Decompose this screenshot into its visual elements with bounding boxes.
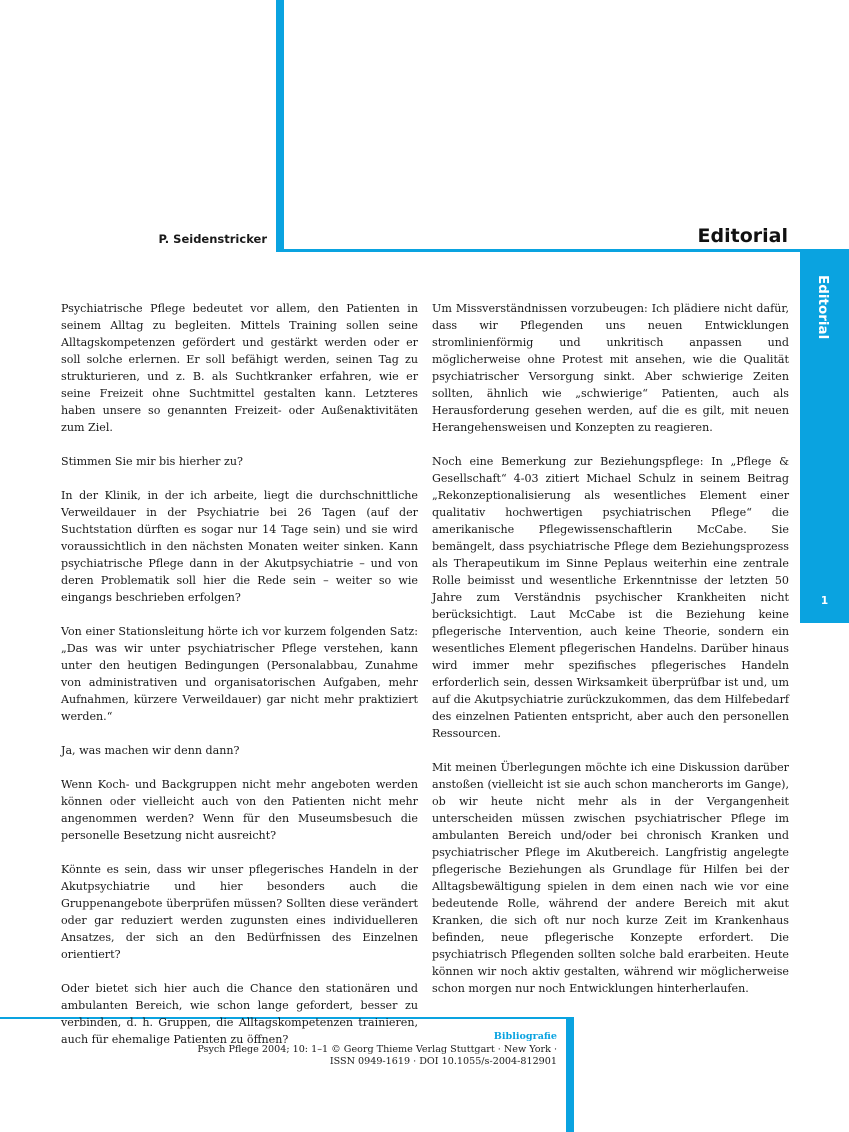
left-column: [61, 300, 418, 1065]
paragraph: Könnte es sein, dass wir unser pflegerisches Handeln in der Akutpsychiatrie und hier besonders auch die Gruppenangebote überprüfen müssen? Sollten diese verändert oder gar reduziert werden zugunsten eines individuelleren Ansatzes, der sich an den Bedürfnissen des Einzelnen orientiert?: [61, 863, 418, 961]
side-tab-label: Editorial: [815, 275, 831, 340]
page-title: Editorial: [697, 225, 788, 247]
paragraph: Psychiatrische Pflege bedeutet vor allem, den Patienten in seinem Alltag zu begleiten. Mittels Training sollen seine Alltagskompetenzen gefördert und gestärkt werden oder er soll solche erlernen. Er soll befähigt werden, seinen Tag zu strukturieren, und z. B. als Suchtkranker erfahren, wie er seine Freizeit ohne Suchtmittel gestalten kann. Letzteres haben unsere so genannten Freizeit- oder Außenaktivitäten zum Ziel.: [61, 302, 418, 434]
paragraph: Oder bietet sich hier auch die Chance den stationären und ambulanten Bereich, wie schon lange gefordert, besser zu verbinden, d. h. Gruppen, die Alltagskompetenzen trainieren, auch für ehemalige Patienten zu öffnen?: [61, 982, 418, 1046]
paragraph: In der Klinik, in der ich arbeite, liegt die durchschnittliche Verweildauer in der Psychiatrie bei 26 Tagen (auf der Suchtstation dürften es sogar nur 14 Tage sein) und sie wird voraussichtlich in den nächsten Monaten weiter sinken. Kann psychiatrische Pflege dann in der Akutpsychiatrie – und von deren Problematik soll hier die Rede sein – weiter so wie eingangs beschrieben erfolgen?: [61, 489, 418, 604]
paragraph: Noch eine Bemerkung zur Beziehungspflege: In „Pflege & Gesellschaft“ 4-03 zitiert Michael Schulz in seinem Beitrag „Rekonzeptionalisierung als wesentliches Element einer qualitativ hochwertigen psychiatrischen Pflege“ die amerikanische Pflegewissenschaftlerin McCabe. Sie bemängelt, dass psychiatrische Pflege dem Beziehungsprozess als Therapeutikum im Sinne Peplaus weiterhin eine zentrale Rolle beimisst und wesentliche Erkenntnisse der letzten 50 Jahre zum Verständnis psychischer Krankheiten nicht berücksichtigt. Laut McCabe ist die Beziehung keine pflegerische Intervention, auch keine Theorie, sondern ein wesentliches Element pflegerischen Handelns. Darüber hinaus wird immer mehr spezifisches pflegerisches Handeln erforderlich sein, dessen Wirksamkeit überprüfbar ist und, um auf die Akutpsychiatrie zurückzukommen, das dem Hilfebedarf des einzelnen Patienten entspricht, aber auch den personellen Ressourcen.: [432, 455, 789, 740]
paragraph: Von einer Stationsleitung hörte ich vor kurzem folgenden Satz: „Das was wir unter psychiatrischer Pflege verstehen, kann unter den heutigen Bedingungen (Personalabbau, Zunahme von administrativen und organisatorischen Aufgaben, mehr Aufnahmen, kürzere Verweildauer) gar nicht mehr praktiziert werden.“: [61, 625, 418, 723]
page-number: 1: [820, 595, 829, 607]
accent-bar-bottom: [566, 1017, 574, 1132]
paragraph: Mit meinen Überlegungen möchte ich eine Diskussion darüber anstoßen (vielleicht ist sie auch schon mancherorts im Gange), ob wir heute nicht mehr als in der Vergangenheit unterscheiden müssen zwischen psychiatrischer Pflege im ambulanten Bereich und/oder bei chronisch Kranken und psychiatrischer Pflege im Akutbereich. Langfristig angelegte pflegerische Beziehungen als Grundlage für Hilfen bei der Alltagsbewältigung spielen in dem einen nach wie vor eine bedeutende Rolle, während der andere Bereich mit akut Kranken, die sich oft nur noch kurze Zeit im Krankenhaus befinden, neue pflegerische Konzepte erfordert. Die psychiatrisch Pflegenden sollten solche bald erarbeiten. Heute können wir noch aktiv gestalten, während wir möglicherweise schon morgen nur noch Entwicklungen hinterherlaufen.: [432, 761, 789, 995]
paragraph: Stimmen Sie mir bis hierher zu?: [61, 455, 243, 468]
accent-bar-top: [276, 0, 284, 252]
bibliography-heading: Bibliografie: [493, 1031, 557, 1042]
right-column: [432, 300, 789, 1014]
side-tab-label-wrapper: [811, 275, 833, 345]
bibliography-line: Psych Pflege 2004; 10: 1–1 © Georg Thieme Verlag Stuttgart · New York ·: [197, 1043, 557, 1055]
bibliography-line: ISSN 0949-1619 · DOI 10.1055/s-2004-812901: [329, 1056, 557, 1067]
bibliography: [197, 1031, 557, 1069]
author-name: P. Seidenstricker: [158, 232, 267, 246]
paragraph: Wenn Koch- und Backgruppen nicht mehr angeboten werden können oder vielleicht auch von den Patienten nicht mehr angenommen werden? Wenn für den Museumsbesuch die personelle Besetzung nicht ausreicht?: [61, 778, 418, 842]
paragraph: Um Missverständnissen vorzubeugen: Ich plädiere nicht dafür, dass wir Pflegenden uns neuen Entwicklungen stromlinienförmig und unkritisch anpassen und möglicherweise ohne Protest mit ansehen, wie die Qualität psychiatrischer Versorgung sinkt. Aber schwierige Zeiten sollten, ähnlich wie „schwierige“ Patienten, auch als Herausforderung gesehen werden, auf die es gilt, mit neuen Herangehensweisen und Konzepten zu reagieren.: [432, 302, 789, 434]
paragraph: Ja, was machen wir denn dann?: [61, 744, 240, 757]
header-rule: [276, 249, 849, 252]
